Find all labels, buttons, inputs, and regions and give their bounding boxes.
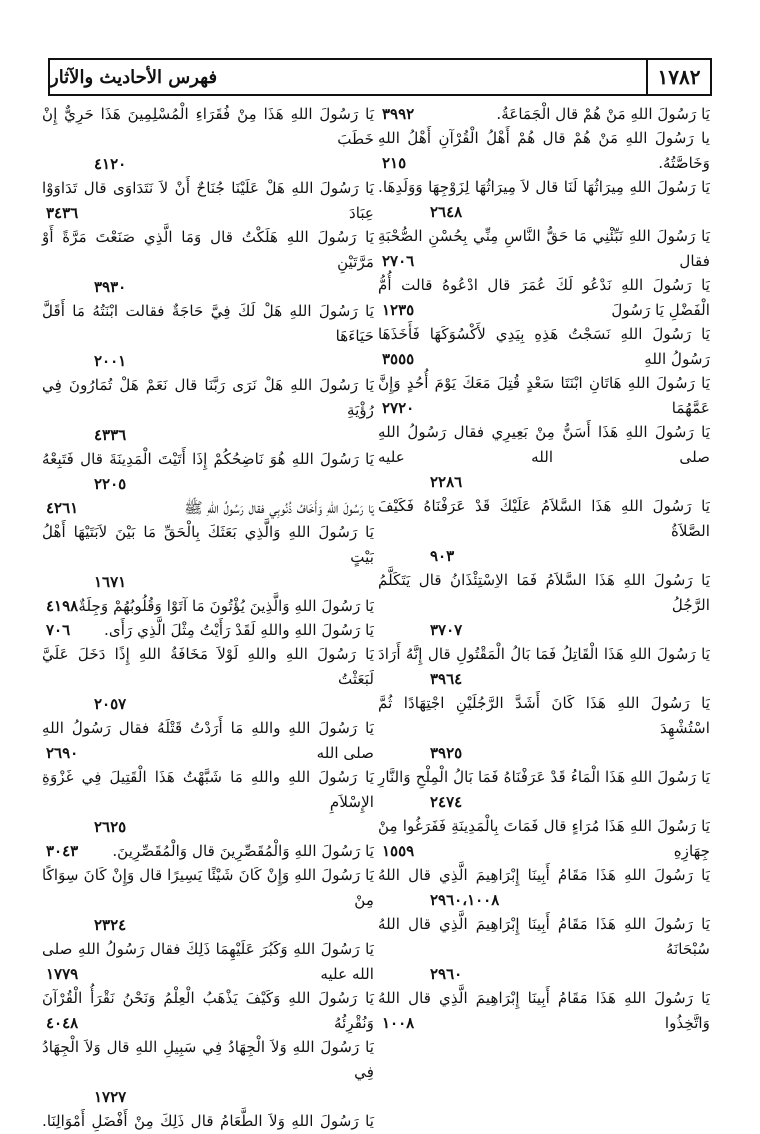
hadith-text: يَا رَسُولَ اللهِ هَلْ لَكَ فِيَّ حَاجَةٌ فقالت ابْنَتُهُ مَا أَقَلَّ حَيَاءَهَا bbox=[42, 302, 374, 345]
hadith-entry bbox=[40, 299, 376, 373]
hadith-entry bbox=[40, 1035, 376, 1109]
hadith-entry bbox=[40, 863, 376, 937]
hadith-text: يَا رَسُولَ اللهِ نَسَجْتُ هَذِهِ بِيَدِي لأَكْسُوَكَهَا فَأَخَذَهَا رَسُولُ اللهِ bbox=[378, 325, 710, 368]
hadith-reference-number: ٣٠٤٣ bbox=[46, 842, 79, 860]
hadith-reference-number: ٤١٢٠ bbox=[94, 155, 127, 173]
hadith-entry bbox=[40, 496, 376, 520]
hadith-text: يَا رَسُولَ اللهِ هَذَا مَقَامُ أَبِينَا إِبْرَاهِيمَ الَّذِي قال اللهُ bbox=[378, 866, 710, 884]
hadith-text: يَا رَسُولَ اللهِ هَذَا مَقَامُ أَبِينَا إِبْرَاهِيمَ الَّذِي قال اللهُ وَاتَّخِذُوا bbox=[378, 989, 710, 1032]
hadith-text: يَا رَسُولَ اللهِ نَبِّئْنِي مَا حَقُّ النَّاسِ مِنِّي بِحُسْنِ الصُّحْبَةِ فقال bbox=[378, 227, 710, 270]
hadith-text: يَا رَسُولَ اللهِ هَلْ نَرَى رَبَّنَا قال نَعَمْ هَلْ تُمَارُونَ فِي رُؤْيَةِ bbox=[42, 376, 374, 419]
hadith-reference-number: ٢٩٦٠،١٠٠٨ bbox=[430, 891, 500, 909]
hadith-text: يَا رَسُولَ اللهِ واللهِ لَقَدْ رَأَيْتُ مِثْلَ الَّذِي رَأَى. bbox=[104, 621, 374, 639]
hadith-entry bbox=[40, 642, 376, 716]
hadith-reference-number: ٤١٩٨ bbox=[46, 597, 79, 615]
hadith-entry bbox=[376, 986, 712, 1035]
hadith-text: يَا رَسُولَ اللهِ هَاتَانِ ابْنَتَا سَعْدٍ قُتِلَ مَعَكَ يَوْمَ أُحُدٍ وَإِنَّ عَمَّهُمَا bbox=[378, 374, 710, 417]
hadith-reference-number: ٣٤٣٦ bbox=[46, 204, 79, 222]
hadith-text: يَا رَسُولَ اللهِ وَلاَ الْجِهَادُ فِي سَبِيلِ اللهِ قال وَلاَ الْجِهَادُ فِي bbox=[42, 1038, 374, 1081]
hadith-entry bbox=[376, 102, 712, 126]
hadith-reference-number: ١٧٢٧ bbox=[94, 1088, 127, 1106]
hadith-entry bbox=[40, 765, 376, 839]
hadith-entry bbox=[40, 102, 376, 176]
hadith-text: يَا رَسُولَ اللهِ هَذَا مِنْ فُقَرَاءِ الْمُسْلِمِينَ هَذَا حَرِيٌّ إِنْ خَطَبَ bbox=[42, 105, 374, 148]
hadith-text: يَا رَسُولَ اللهِ وَالْمُقَصِّرِينَ قال وَالْمُقَصِّرِينَ. bbox=[112, 842, 374, 860]
hadith-reference-number: ١٢٣٥ bbox=[382, 301, 415, 319]
hadith-reference-number: ٢١٥ bbox=[382, 154, 407, 172]
hadith-text: يَا رَسُولَ اللهِ هَذَا السَّلاَمُ فَمَا الاِسْتِئْذَانُ قال يَتَكَلَّمُ الرَّجُلُ bbox=[378, 571, 710, 614]
hadith-reference-number: ٢٧٢٠ bbox=[382, 399, 415, 417]
hadith-entry bbox=[376, 765, 712, 814]
hadith-reference-number: ٢٦٤٨ bbox=[430, 203, 463, 221]
hadith-reference-number: ٢٩٦٠ bbox=[430, 965, 463, 983]
hadith-text: يَا رَسُولَ اللهِ هَذَا السَّلاَمُ عَلَيْكَ قَدْ عَرَفْنَاهُ فَكَيْفَ الصَّلاَةُ bbox=[378, 497, 710, 540]
hadith-entry bbox=[40, 839, 376, 863]
hadith-reference-number: ٧٠٦ bbox=[46, 621, 71, 639]
hadith-entry bbox=[40, 937, 376, 986]
hadith-reference-number: ٣٩٦٤ bbox=[430, 670, 463, 688]
hadith-reference-number: ٣٩٢٥ bbox=[430, 744, 463, 762]
hadith-entry bbox=[376, 420, 712, 494]
hadith-reference-number: ٩٠٣ bbox=[430, 547, 455, 565]
hadith-reference-number: ٢٢٠٥ bbox=[94, 475, 127, 493]
hadith-entry bbox=[376, 175, 712, 224]
hadith-reference-number: ١٥٥٩ bbox=[382, 842, 415, 860]
hadith-text: يَا رَسُولَ اللهِ وَأَخَافُ ذُنُوبِي فقال رَسُولُ اللهِ ﷺ bbox=[184, 499, 374, 517]
hadith-entry bbox=[40, 716, 376, 765]
hadith-reference-number: ٢٦٢٥ bbox=[94, 818, 127, 836]
hadith-text: يَا رَسُولَ اللهِ مَنْ هُمْ قال الْجَمَاعَةُ. bbox=[496, 105, 710, 123]
hadith-reference-number: ٢٤٧٤ bbox=[430, 793, 463, 811]
hadith-text: يَا رَسُولَ اللهِ واللهِ مَا شَبَّهْتُ هَذَا الْقَتِيلَ فِي غَزْوَةِ الإِسْلاَمِ bbox=[42, 768, 374, 811]
hadith-entry bbox=[376, 126, 712, 175]
hadith-text: يَا رَسُولَ اللهِ وَكَبُرَ عَلَيْهِمَا ذَلِكَ فقال رَسُولُ اللهِ صلى الله عليه bbox=[42, 940, 374, 983]
hadith-text: يَا رَسُولَ اللهِ واللهِ مَا أَرَدْتُ قَتْلَهُ فقال رَسُولُ اللهِ صلى الله bbox=[42, 719, 374, 762]
hadith-text: يَا رَسُولَ اللهِ هَذَا مَقَامُ أَبِينَا إِبْرَاهِيمَ الَّذِي قال اللهُ سُبْحَانَهُ bbox=[378, 915, 710, 958]
hadith-text: يَا رَسُولَ اللهِ وَالَّذِي بَعَثَكَ بِالْحَقِّ مَا بَيْنَ لاَبَتَيْهَا أَهْلُ بَيْتٍ bbox=[42, 523, 374, 566]
hadith-text: يَا رَسُولَ اللهِ هَذَا أَسَنُّ مِنْ بَعِيرِي فقال رَسُولُ اللهِ صلى الله عليه bbox=[378, 423, 710, 466]
hadith-entry bbox=[376, 224, 712, 273]
right-column bbox=[376, 102, 712, 1087]
hadith-entry bbox=[40, 986, 376, 1035]
hadith-entry bbox=[376, 691, 712, 765]
hadith-reference-number: ٢٣٢٤ bbox=[94, 916, 127, 934]
hadith-text: يَا رَسُولَ اللهِ وَإِنْ كَانَ شَيْئًا يَسِيرًا قال وَإِنْ كَانَ سِوَاكًا مِنْ bbox=[42, 866, 374, 909]
hadith-entry bbox=[376, 371, 712, 420]
hadith-entry bbox=[376, 494, 712, 568]
hadith-text: يَا رَسُولَ اللهِ واللهِ لَوْلاَ مَخَافَةُ اللهِ إِذًا دَخَلَ عَلَيَّ لَبَعَثْتُ bbox=[42, 645, 374, 688]
hadith-reference-number: ٣٩٣٠ bbox=[94, 278, 127, 296]
hadith-reference-number: ١٦٧١ bbox=[94, 573, 127, 591]
left-column bbox=[40, 102, 376, 1130]
hadith-entry bbox=[376, 322, 712, 371]
hadith-entry bbox=[376, 814, 712, 863]
hadith-reference-number: ٤٢٦١ bbox=[46, 499, 79, 517]
hadith-entry bbox=[40, 594, 376, 618]
hadith-entry bbox=[40, 618, 376, 642]
hadith-text: يَا رَسُولَ اللهِ هَلْ عَلَيْنَا جُنَاحٌ أَنْ لاَ نَتَدَاوَى قال تَدَاوَوْا عِبَادَ bbox=[42, 179, 374, 222]
page-number: ١٧٨٢ bbox=[646, 60, 710, 94]
hadith-text: يَا رَسُولَ اللهِ هَلَكْتُ قال وَمَا الَّذِي صَنَعْتَ مَرَّةً أَوْ مَرَّتَيْنِ bbox=[42, 228, 374, 271]
hadith-reference-number: ٢٦٩٠ bbox=[46, 744, 79, 762]
hadith-text: يَا رَسُولَ اللهِ هَذَا كَانَ أَشَدَّ الرَّجُلَيْنِ اجْتِهَادًا ثُمَّ اسْتُشْهِدَ bbox=[378, 694, 710, 737]
hadith-entry bbox=[376, 273, 712, 322]
page-title: فهرس الأحاديث والآثار bbox=[50, 66, 218, 88]
hadith-entry bbox=[376, 568, 712, 642]
hadith-text: يَا رَسُولَ اللهِ هَذَا مُرَاءٍ قال فَمَاتَ بِالْمَدِينَةِ فَفَرَغُوا مِنْ جِهَازِهِ bbox=[378, 817, 710, 860]
hadith-entry bbox=[40, 176, 376, 225]
hadith-entry bbox=[376, 912, 712, 986]
hadith-reference-number: ٢٢٨٦ bbox=[430, 473, 463, 491]
hadith-entry bbox=[376, 863, 712, 912]
hadith-entry bbox=[40, 373, 376, 447]
hadith-entry bbox=[40, 225, 376, 299]
hadith-entry bbox=[40, 520, 376, 594]
hadith-text: يَا رَسُولَ اللهِ وَالَّذِينَ يُؤْتُونَ مَا آتَوْا وَقُلُوبُهُمْ وَجِلَةٌ bbox=[78, 597, 374, 615]
hadith-text: يَا رَسُولَ اللهِ وَلاَ الطَّعَامُ قال ذَلِكَ مِنْ أَفْضَلِ أَمْوَالِنَا. bbox=[42, 1112, 374, 1130]
hadith-text: يَا رَسُولَ اللهِ هُوَ نَاضِحُكُمْ إِذَا أَتَيْتَ الْمَدِينَةَ قال فَتَبِعْهُ bbox=[42, 450, 374, 468]
hadith-reference-number: ٣٧٠٧ bbox=[430, 621, 463, 639]
hadith-reference-number: ١٧٧٩ bbox=[46, 965, 79, 983]
hadith-reference-number: ٣٩٩٢ bbox=[382, 105, 415, 123]
hadith-reference-number: ٢٠٥٧ bbox=[94, 695, 127, 713]
hadith-reference-number: ٢٧٠٦ bbox=[382, 252, 415, 270]
hadith-entry bbox=[40, 447, 376, 496]
hadith-entry bbox=[376, 642, 712, 691]
hadith-text: يا رَسُولَ اللهِ مَنْ هُمْ قال هُمْ أَهْلُ الْقُرْآنِ أَهْلُ اللهِ وَخَاصَّتُهُ. bbox=[378, 129, 710, 172]
hadith-reference-number: ٤٠٤٨ bbox=[46, 1014, 79, 1032]
hadith-text: يَا رَسُولَ اللهِ هَذَا الْقَاتِلُ فَمَا بَالُ الْمَقْتُولِ قال إِنَّهُ أَرَادَ bbox=[378, 645, 710, 663]
hadith-reference-number: ١٠٠٨ bbox=[382, 1014, 415, 1032]
hadith-reference-number: ٢٠٠١ bbox=[94, 352, 127, 370]
hadith-entry bbox=[40, 1109, 376, 1134]
hadith-text: يَا رَسُولَ اللهِ هَذَا الْمَاءُ قَدْ عَرَفْنَاهُ فَمَا بَالُ الْمِلْحِ وَالنَّارِ bbox=[378, 768, 710, 786]
hadith-text: يَا رَسُولَ اللهِ مِيرَاثُهَا لَنَا قال لاَ مِيرَاثُهَا لِزَوْجِهَا وَوَلَدِهَا. bbox=[378, 178, 710, 196]
hadith-text: يَا رَسُولَ اللهِ نَدْعُو لَكَ عُمَرَ قال ادْعُوهُ قالت أُمُّ الْفَضْلِ يَا رَسُولَ bbox=[378, 276, 710, 319]
hadith-reference-number: ٤٣٣٦ bbox=[94, 426, 127, 444]
hadith-reference-number: ٣٥٥٥ bbox=[382, 350, 415, 368]
hadith-text: يَا رَسُولَ اللهِ وَكَيْفَ يَذْهَبُ الْعِلْمُ وَنَحْنُ نَقْرَأُ الْقُرْآنَ وَنُقْرِئُهُ bbox=[42, 989, 374, 1032]
page-header bbox=[48, 58, 712, 96]
